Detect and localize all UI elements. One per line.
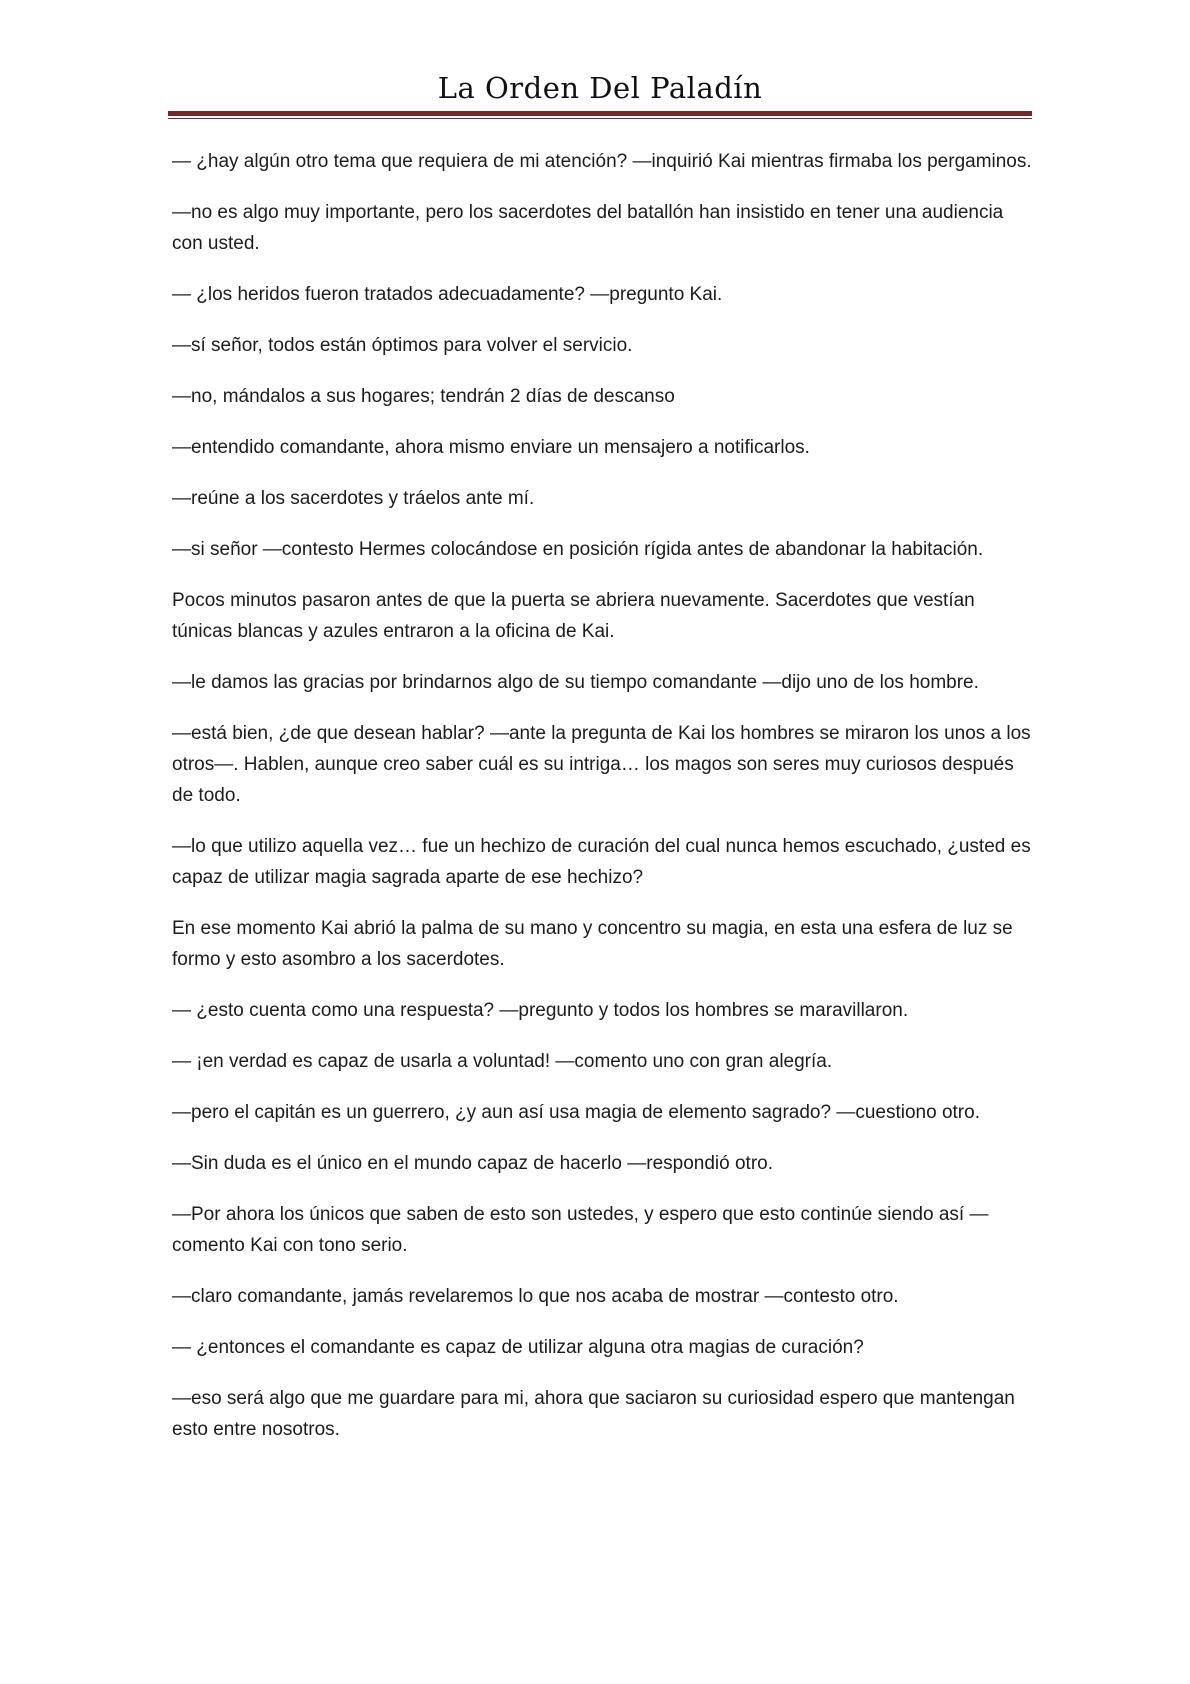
paragraph: —reúne a los sacerdotes y tráelos ante mí. — [172, 488, 535, 509]
header-divider-thin — [168, 118, 1032, 119]
paragraph: —sí señor, todos están óptimos para volver el servicio. — [172, 335, 633, 356]
paragraph: — ¡en verdad es capaz de usarla a voluntad! —comento uno con gran alegría. — [172, 1051, 833, 1072]
header-divider — [168, 111, 1032, 119]
paragraph: En ese momento Kai abrió la palma de su mano y concentro su magia, en esta una esfera de luz se formo y esto asombro a los sacerdotes. — [172, 918, 1013, 970]
paragraph: — ¿hay algún otro tema que requiera de mi atención? —inquirió Kai mientras firmaba los pergaminos. — [172, 151, 1032, 172]
paragraph: —claro comandante, jamás revelaremos lo que nos acaba de mostrar —contesto otro. — [172, 1286, 899, 1307]
paragraph: —eso será algo que me guardare para mi, ahora que saciaron su curiosidad espero que mantengan esto entre nosotros. — [172, 1388, 1015, 1440]
paragraph: Pocos minutos pasaron antes de que la puerta se abriera nuevamente. Sacerdotes que vestían túnicas blancas y azules entraron a la oficina de Kai. — [172, 590, 975, 642]
document-body — [172, 146, 1038, 1465]
page-title: La Orden Del Paladín — [437, 71, 763, 105]
paragraph: — ¿esto cuenta como una respuesta? —pregunto y todos los hombres se maravillaron. — [172, 1000, 909, 1021]
paragraph: —entendido comandante, ahora mismo enviare un mensajero a notificarlos. — [172, 437, 810, 458]
paragraph: —le damos las gracias por brindarnos algo de su tiempo comandante —dijo uno de los hombre. — [172, 672, 979, 693]
paragraph: —está bien, ¿de que desean hablar? —ante la pregunta de Kai los hombres se miraron los unos a los otros—. Hablen, aunque creo saber cuál es su intriga… los magos son seres muy curiosos después de todo. — [172, 723, 1031, 806]
paragraph: —Por ahora los únicos que saben de esto son ustedes, y espero que esto continúe siendo así —comento Kai con tono serio. — [172, 1204, 989, 1256]
header-divider-thick — [168, 111, 1032, 116]
paragraph: —pero el capitán es un guerrero, ¿y aun así usa magia de elemento sagrado? —cuestiono otro. — [172, 1102, 980, 1123]
paragraph: —Sin duda es el único en el mundo capaz de hacerlo —respondió otro. — [172, 1153, 773, 1174]
paragraph: — ¿los heridos fueron tratados adecuadamente? —pregunto Kai. — [172, 284, 723, 305]
paragraph: —no es algo muy importante, pero los sacerdotes del batallón han insistido en tener una audiencia con usted. — [172, 202, 1004, 254]
paragraph: — ¿entonces el comandante es capaz de utilizar alguna otra magias de curación? — [172, 1337, 864, 1358]
paragraph: —si señor —contesto Hermes colocándose en posición rígida antes de abandonar la habitación. — [172, 539, 984, 560]
paragraph: —lo que utilizo aquella vez… fue un hechizo de curación del cual nunca hemos escuchado, ¿usted es capaz de utilizar magia sagrada aparte de ese hechizo? — [172, 836, 1031, 888]
paragraph: —no, mándalos a sus hogares; tendrán 2 días de descanso — [172, 386, 675, 407]
page-header — [168, 68, 1032, 108]
